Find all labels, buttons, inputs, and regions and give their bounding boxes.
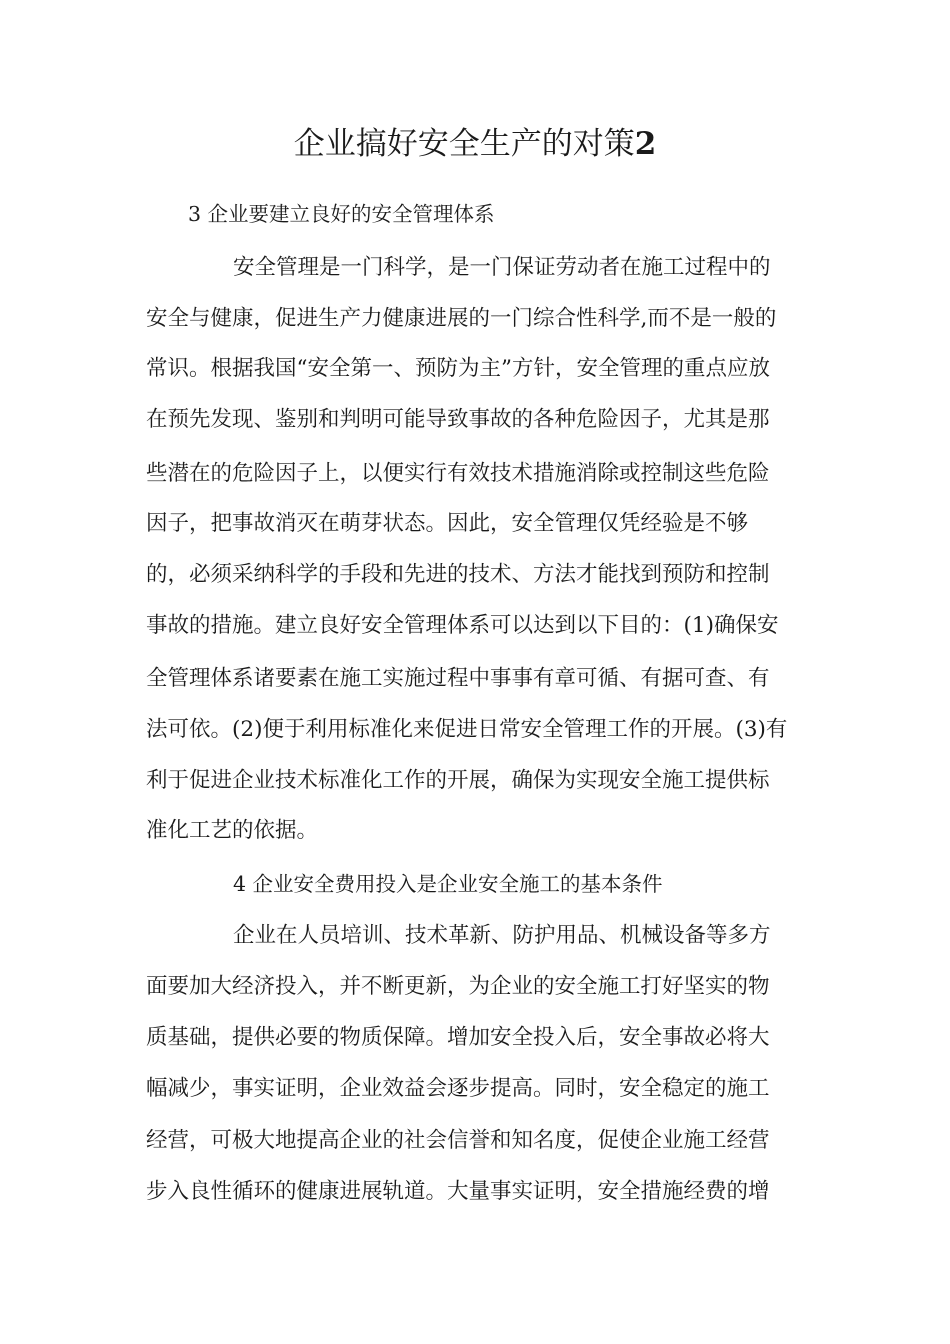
paragraph-line: 质基础，提供必要的物质保障。增加安全投入后，安全事故必将大 [146,1025,770,1050]
paragraph-line: 步入良性循环的健康进展轨道。大量事实证明，安全措施经费的增 [146,1179,770,1204]
paragraph-line: 在预先发现、鉴别和判明可能导致事故的各种危险因子，尤其是那 [146,407,770,432]
paragraph-line: 法可依。(2)便于利用标准化来促进日常安全管理工作的开展。(3)有 [146,717,788,742]
paragraph-line: 的，必须采纳科学的手段和先进的技术、方法才能找到预防和控制 [146,562,770,587]
paragraph-line: 经营，可极大地提高企业的社会信誉和知名度，促使企业施工经营 [146,1128,770,1153]
section-heading-3: 3 企业要建立良好的安全管理体系 [188,202,495,226]
paragraph-line: 全管理体系诸要素在施工实施过程中事事有章可循、有据可查、有 [146,666,770,691]
document-title [0,122,950,166]
paragraph-line: 企业在人员培训、技术革新、防护用品、机械设备等多方 [233,923,771,948]
paragraph-line: 面要加大经济投入，并不断更新，为企业的安全施工打好坚实的物 [146,974,770,999]
title-number: 2 [634,126,657,162]
paragraph-line: 安全与健康，促进生产力健康进展的一门综合性科学,而不是一般的 [146,306,777,331]
paragraph-line: 因子，把事故消灭在萌芽状态。因此，安全管理仅凭经验是不够 [146,511,749,536]
paragraph-line: 安全管理是一门科学，是一门保证劳动者在施工过程中的 [233,255,771,280]
paragraph-line: 些潜在的危险因子上，以便实行有效技术措施消除或控制这些危险 [146,461,770,486]
section-heading-4: 4 企业安全费用投入是企业安全施工的基本条件 [233,872,663,896]
paragraph-line: 常识。根据我国“安全第一、预防为主”方针，安全管理的重点应放 [146,356,770,381]
paragraph-line: 准化工艺的依据。 [146,818,319,843]
paragraph-line: 利于促进企业技术标准化工作的开展，确保为实现安全施工提供标 [146,768,770,793]
paragraph-line: 事故的措施。建立良好安全管理体系可以达到以下目的：(1)确保安 [146,613,779,638]
title-text: 企业搞好安全生产的对策 [293,126,635,162]
paragraph-line: 幅减少，事实证明，企业效益会逐步提高。同时，安全稳定的施工 [146,1076,770,1101]
